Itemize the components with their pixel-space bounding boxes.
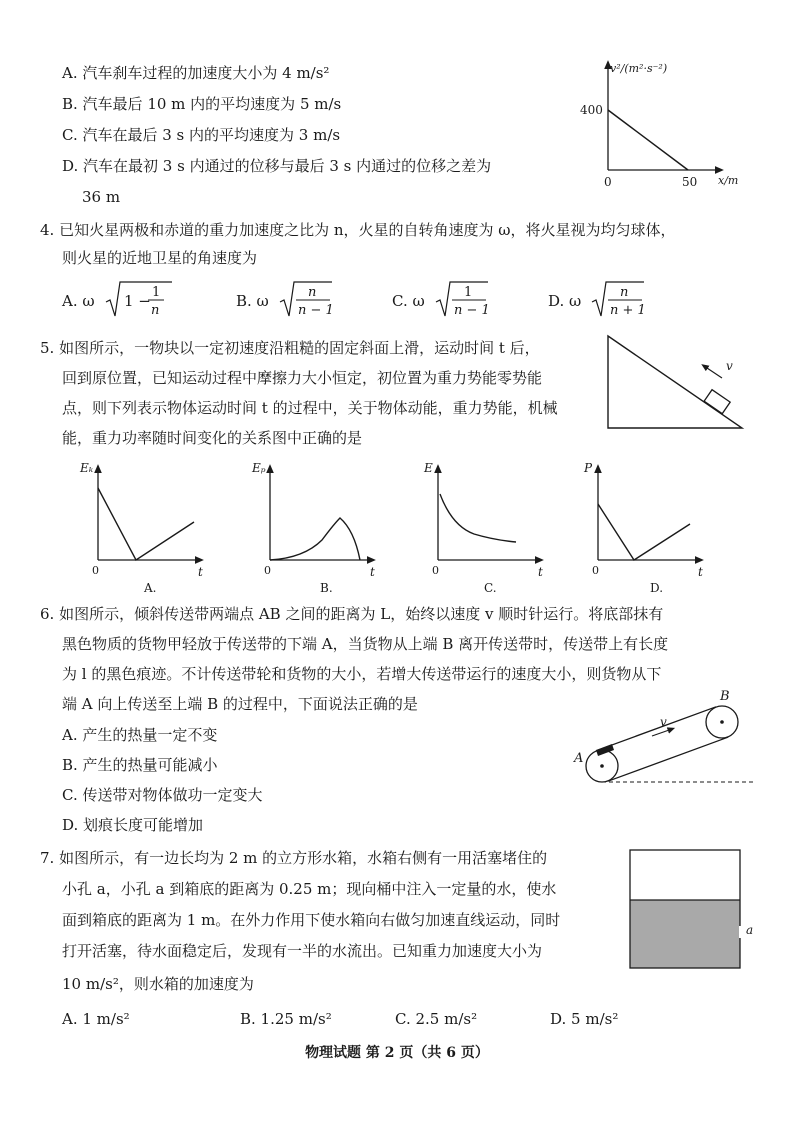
q5-graph-c-ylabel: E [424,461,433,475]
q4-option-c-num: 1 [464,285,473,300]
q6-belt-top [596,707,716,751]
q4-option-a-num: 1 [152,285,161,300]
q3-y-tick: 400 [580,103,603,117]
q7-option-d: D. 5 m/s² [550,1010,619,1028]
q4-option-b-num: n [308,285,317,300]
q5-graph-b-xlabel: t [370,565,375,579]
q3-data-line [608,110,688,170]
q6-stem-line4: 端 A 向上传送至上端 B 的过程中，下面说法正确的是 [62,695,418,713]
q5-incline-diagram [604,334,746,432]
q5-graph-a-curve [98,488,194,560]
q5-graph-d-ylabel: P [584,461,593,475]
q7-option-c: C. 2.5 m/s² [395,1010,478,1028]
q5-graph-c-xlabel: t [538,565,543,579]
q5-stem-line3: 点，则下列表示物体运动时间 t 的过程中，关于物体动能，重力势能，机械 [62,399,558,417]
q5-graph-b-origin: 0 [264,564,271,577]
q4-option-b-label: B. ω [236,292,269,310]
q6-cargo [596,744,614,756]
q3-option-d: D. 汽车在最初 3 s 内通过的位移与最后 3 s 内通过的位移之差为 [62,157,492,175]
q6-option-d: D. 划痕长度可能增加 [62,816,204,834]
q7-stem-line2: 小孔 a，小孔 a 到箱底的距离为 0.25 m；现向桶中注入一定量的水，使水 [62,880,557,898]
q5-graph-a-xlabel: t [198,565,203,579]
q4-option-c-den: n − 1 [454,303,490,318]
q6-velocity-arrow [652,729,672,736]
q6-option-a: A. 产生的热量一定不变 [62,726,218,744]
q5-graph-a [78,460,208,600]
q5-block [704,390,730,414]
q7-water [630,900,740,968]
page-footer: 物理试题 第 2 页（共 6 页） [305,1045,489,1061]
q4-options [40,276,760,326]
q3-option-d-cont: 36 m [82,188,121,206]
q4-option-c-label: C. ω [392,292,425,310]
q5-velocity-label: v [726,359,733,373]
q5-graph-b-curve [270,518,360,560]
q5-graph-c [418,460,548,600]
q5-graph-b-ylabel: Eₚ [252,461,266,475]
q5-graph-d-origin: 0 [592,564,599,577]
q3-x-label: x/m [718,174,739,187]
q5-graph-d [578,460,708,600]
q3-y-label: v²/(m²·s⁻²) [610,62,668,75]
q5-graph-c-caption: C. [484,581,497,595]
q3-option-a: A. 汽车刹车过程的加速度大小为 4 m/s² [62,64,330,82]
q5-graph-c-curve [440,494,516,542]
q6-option-b: B. 产生的热量可能减小 [62,756,218,774]
q4-option-d-label: D. ω [548,292,582,310]
q5-graph-a-caption: A. [144,581,157,595]
q5-graph-b [250,460,380,600]
q4-option-a-den: n [151,303,160,318]
q6-stem-line3: 为 l 的黑色痕迹。不计传送带轮和货物的大小，若增大传送带运行的速度大小，则货物从下 [62,665,662,683]
q6-velocity-label: v [660,715,667,729]
q7-label-a: a [746,923,754,937]
q4-option-d-num: n [620,285,629,300]
q5-graph-a-ylabel: Eₖ [80,461,94,475]
q4-stem-line1: 4. 已知火星两极和赤道的重力加速度之比为 n，火星的自转角速度为 ω，将火星视为均匀球体， [40,221,676,239]
q3-v2-x-graph [570,58,770,198]
q4-option-b-den: n − 1 [298,303,334,318]
q4-stem-line2: 则火星的近地卫星的角速度为 [62,249,258,267]
q7-stem-line5: 10 m/s²，则水箱的加速度为 [62,975,254,993]
q5-stem-line4: 能，重力功率随时间变化的关系图中正确的是 [62,429,363,447]
q4-option-a-label: A. ω [62,292,95,310]
q5-graph-d-caption: D. [650,581,664,595]
q5-graph-b-caption: B. [320,581,333,595]
q6-stem-line2: 黑色物质的货物甲轻放于传送带的下端 A，当货物从上端 B 离开传送带时，传送带上有长度 [62,635,669,653]
q5-graph-d-curve [598,504,690,560]
q6-stem-line1: 6. 如图所示，倾斜传送带两端点 AB 之间的距离为 L，始终以速度 v 顺时针运行。将底部抹有 [40,605,664,623]
q3-x-tick: 50 [682,175,698,189]
q5-stem-line1: 5. 如图所示，一物块以一定初速度沿粗糙的固定斜面上滑，运动时间 t 后， [40,339,540,357]
q5-velocity-arrow [704,366,722,378]
q5-graph-d-xlabel: t [698,565,703,579]
q7-option-b: B. 1.25 m/s² [240,1010,332,1028]
q7-option-a: A. 1 m/s² [62,1010,130,1028]
q7-water-tank [626,846,756,976]
q6-label-b: B [720,689,730,704]
q7-stem-line4: 打开活塞，待水面稳定后，发现有一半的水流出。已知重力加速度大小为 [62,942,543,960]
q6-label-a: A [574,751,584,766]
q7-stem-line1: 7. 如图所示，有一边长均为 2 m 的立方形水箱，水箱右侧有一用活塞堵住的 [40,849,548,867]
q3-option-b: B. 汽车最后 10 m 内的平均速度为 5 m/s [62,95,342,113]
q6-option-c: C. 传送带对物体做功一定变大 [62,786,263,804]
q5-graph-c-origin: 0 [432,564,439,577]
q4-option-d-den: n + 1 [610,303,646,318]
q7-stem-line3: 面到箱底的距离为 1 m。在外力作用下使水箱向右做匀加速直线运动，同时 [62,911,561,929]
q6-conveyor-diagram [566,690,756,790]
q6-belt-bottom [608,737,728,781]
q3-origin: 0 [604,175,612,189]
q4-option-a-expr: 1 − [124,292,151,310]
q3-option-c: C. 汽车在最后 3 s 内的平均速度为 3 m/s [62,126,341,144]
q5-stem-line2: 回到原位置，已知运动过程中摩擦力大小恒定，初位置为重力势能零势能 [62,369,543,387]
q5-graph-a-origin: 0 [92,564,99,577]
